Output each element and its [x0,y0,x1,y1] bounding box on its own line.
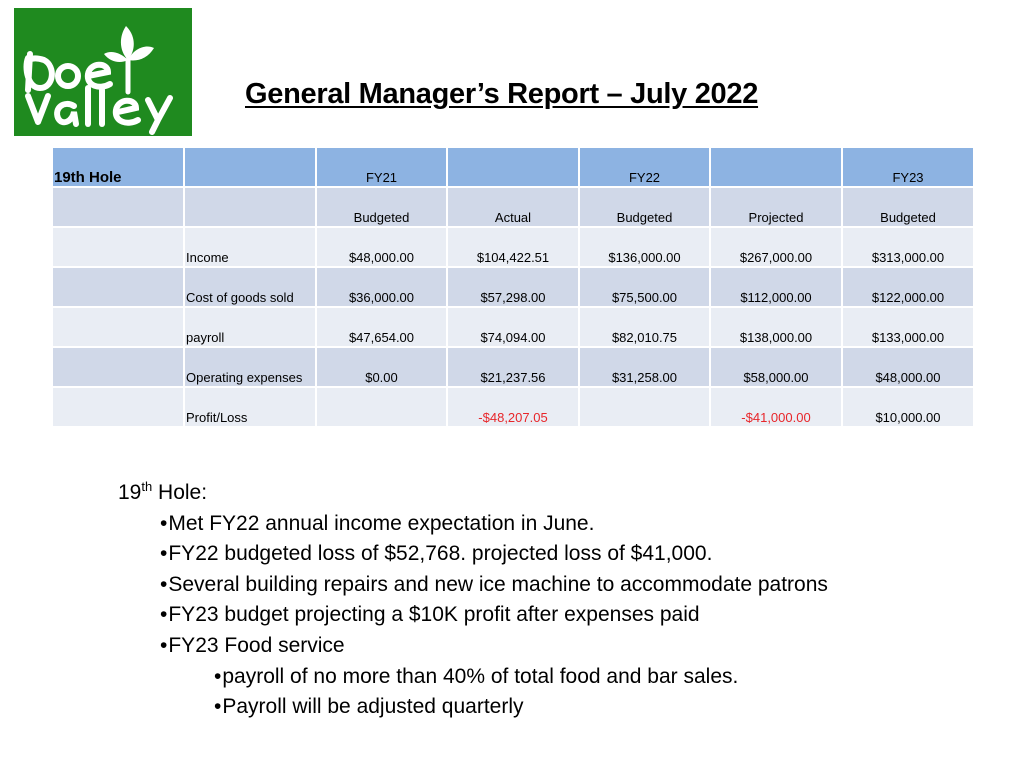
table-row [52,347,974,387]
subheader-cell: Projected [710,187,842,227]
header-cell [184,147,316,187]
page-title: General Manager’s Report – July 2022 [245,78,759,110]
header-cell: FY23 [842,147,974,187]
subheader-cell: Budgeted [316,187,447,227]
bullet-icon: • [160,603,168,627]
table-subheader-row [52,187,974,227]
value-cell: $58,000.00 [710,347,842,387]
value-cell: $74,094.00 [447,307,579,347]
table-row [52,227,974,267]
value-cell: $122,000.00 [842,267,974,307]
value-cell: $82,010.75 [579,307,710,347]
notes-list [118,509,828,723]
bullet-icon: • [160,542,168,566]
subheader-cell [52,187,184,227]
table-row [52,267,974,307]
subheader-cell: Actual [447,187,579,227]
value-cell: $47,654.00 [316,307,447,347]
value-cell [52,307,184,347]
value-cell: $48,000.00 [842,347,974,387]
subheader-cell [184,187,316,227]
value-cell: $112,000.00 [710,267,842,307]
value-cell: $57,298.00 [447,267,579,307]
value-cell: $313,000.00 [842,227,974,267]
value-cell: $0.00 [316,347,447,387]
notes-heading: 19th Hole: [118,479,208,504]
row-label-cell: Profit/Loss [184,387,316,427]
value-cell: $36,000.00 [316,267,447,307]
list-item: •FY23 Food service [160,633,345,657]
subheader-cell: Budgeted [579,187,710,227]
bullet-icon: • [214,695,222,719]
table-header-row [52,147,974,187]
list-item: •FY22 budgeted loss of $52,768. projected loss of $41,000. [160,542,713,566]
bullet-icon: • [160,511,168,535]
list-item: •FY23 budget projecting a $10K profit after expenses paid [160,603,700,627]
value-cell: $138,000.00 [710,307,842,347]
list-item: •Met FY22 annual income expectation in June. [160,511,595,535]
value-cell [52,347,184,387]
value-cell: $48,000.00 [316,227,447,267]
bullet-icon: • [214,664,222,688]
subheader-cell: Budgeted [842,187,974,227]
value-cell: $104,422.51 [447,227,579,267]
bullet-icon: • [160,633,168,657]
table-name-cell [52,147,184,187]
list-item: •payroll of no more than 40% of total food and bar sales. [214,664,739,688]
header-cell: FY21 [316,147,447,187]
list-item: •Payroll will be adjusted quarterly [214,695,524,719]
table-row [52,307,974,347]
report-table [51,146,975,428]
value-cell: $10,000.00 [842,387,974,427]
bullet-icon: • [160,572,168,596]
value-cell: -$41,000.00 [710,387,842,427]
value-cell: $133,000.00 [842,307,974,347]
value-cell [52,387,184,427]
header-cell [447,147,579,187]
row-label-cell: payroll [184,307,316,347]
row-label-cell: Cost of goods sold [184,267,316,307]
value-cell [52,227,184,267]
report-table-body [52,147,974,427]
header-cell: FY22 [579,147,710,187]
notes-section [118,472,828,723]
value-cell [579,387,710,427]
value-cell: $136,000.00 [579,227,710,267]
value-cell: $75,500.00 [579,267,710,307]
value-cell [316,387,447,427]
list-item: •Several building repairs and new ice machine to accommodate patrons [160,572,828,596]
row-label-cell: Operating expenses [184,347,316,387]
value-cell: $267,000.00 [710,227,842,267]
doe-valley-logo [14,8,192,136]
value-cell: -$48,207.05 [447,387,579,427]
value-cell: $31,258.00 [579,347,710,387]
table-name: 19th Hole [54,169,122,186]
value-cell: $21,237.56 [447,347,579,387]
row-label-cell: Income [184,227,316,267]
value-cell [52,267,184,307]
table-row [52,387,974,427]
header-cell [710,147,842,187]
logo-artwork-icon [14,8,192,136]
